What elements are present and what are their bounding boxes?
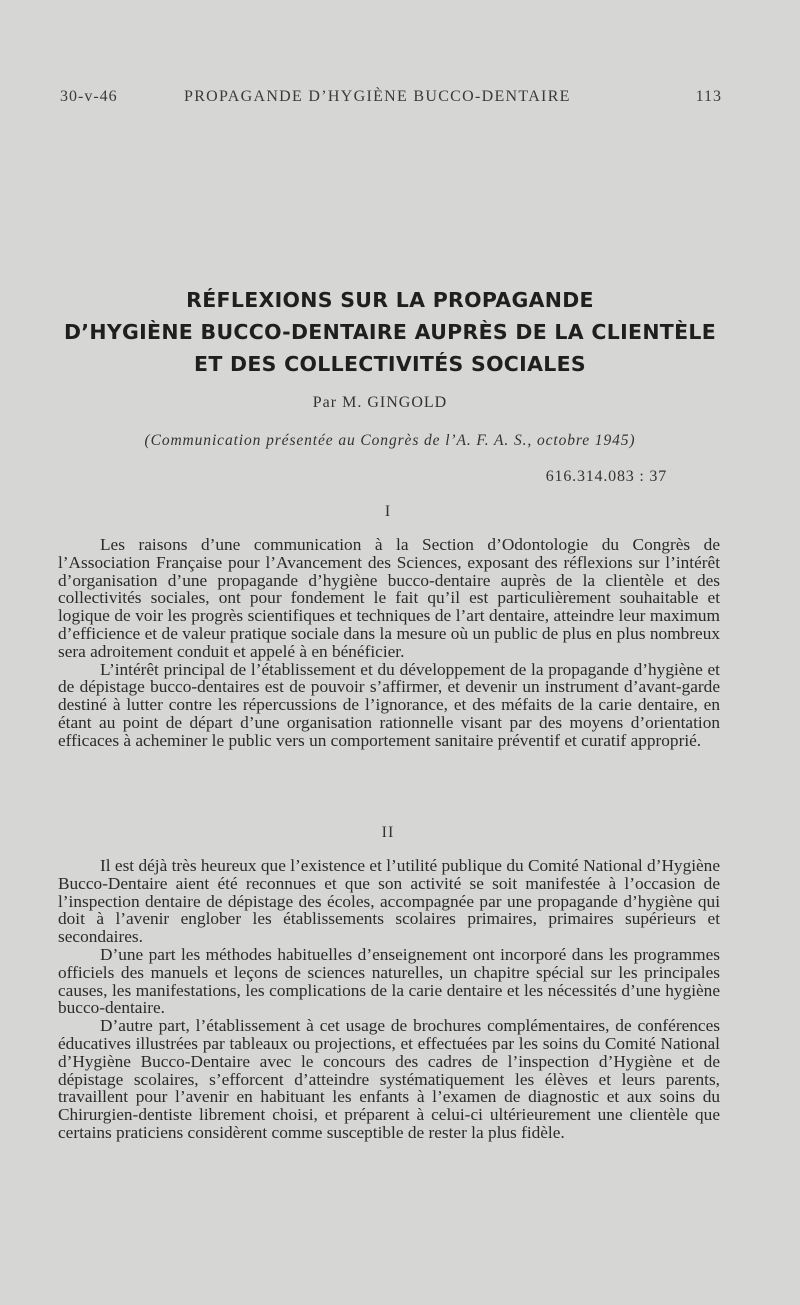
paragraph: Les raisons d’une communication à la Section d’Odontologie du Congrès de l’Association Française pour l’Avancement des Sciences, exposant des réflexions sur l’intérêt d’organisation d’une propagande d’hygiène bucco-dentaire auprès de la clientèle et des collectivités sociales, ont pour fondement le fait qu’il est particulièrement souhaitable et logique de voir les progrès scientifiques et techniques de l’art dentaire, atteindre leur maximum d’efficience et de valeur pratique sociale dans la mesure où un public de plus en plus nombreux sera adroitement conduit et appelé à en bénéficier. [58,535,720,661]
communication-note: (Communication présentée au Congrès de l’A. F. A. S., octobre 1945) [144,432,636,449]
paragraph: L’intérêt principal de l’établissement et du développement de la propagande d’hygiène et de dépistage bucco-dentaires est de pouvoir s’affirmer, et devenir un instrument d’avant-garde destiné à lutter contre les répercussions de l’ignorance, et des méfaits de la carie dentaire, en étant au point de départ d’une organisation rationnelle visant par des moyens d’orientation efficaces à acheminer le public vers un comportement sanitaire préventif et curatif approprié. [58,659,720,750]
paragraph: Il est déjà très heureux que l’existence et l’utilité publique du Comité National d’Hygiène Bucco-Dentaire aient été reconnues et que son activité se soit manifestée à l’occasion de l’inspection dentaire de dépistage des écoles, accompagnée par une propagande d’hygiène qui doit à l’avenir englober les établissements scolaires primaires, primaires supérieurs et secondaires. [58,856,720,947]
article-title-line: ET DES COLLECTIVITÉS SOCIALES [194,352,586,376]
article-title [40,284,740,380]
author-byline: Par M. GINGOLD [312,394,448,411]
section-number: II [381,824,395,841]
header-date: 30-v-46 [60,88,118,105]
article-title-line: RÉFLEXIONS SUR LA PROPAGANDE [186,288,594,312]
section-number: I [384,503,392,520]
classification-code: 616.314.083 : 37 [545,468,667,485]
section-body [58,857,720,1142]
page-number: 113 [695,88,722,105]
header-title: PROPAGANDE D’HYGIÈNE BUCCO-DENTAIRE [184,88,571,105]
section-body [58,536,720,750]
paragraph: D’autre part, l’établissement à cet usage de brochures complémentaires, de conférences éducatives illustrées par tableaux ou projections, et effectuées par les soins du Comité National d’Hygiène Bucco-Dentaire avec le concours des cadres de l’inspection d’Hygiène et de dépistage scolaires, s’efforcent d’atteindre systématiquement les élèves et leurs parents, travaillent pour l’avenir en habituant les enfants à l’examen de diagnostic et aux soins du Chirurgien-dentiste librement choisi, et préparent à celui-ci ultérieurement une clientèle que certains praticiens considèrent comme susceptible de rester la plus fidèle. [58,1016,720,1142]
article-title-line: D’HYGIÈNE BUCCO-DENTAIRE AUPRÈS DE LA CLIENTÈLE [63,320,717,344]
paragraph: D’une part les méthodes habituelles d’enseignement ont incorporé dans les programmes officiels des manuels et leçons de sciences naturelles, un chapitre spécial sur les principales causes, les manifestations, les complications de la carie dentaire et les nécessités d’une hygiène bucco-dentaire. [58,944,720,1018]
